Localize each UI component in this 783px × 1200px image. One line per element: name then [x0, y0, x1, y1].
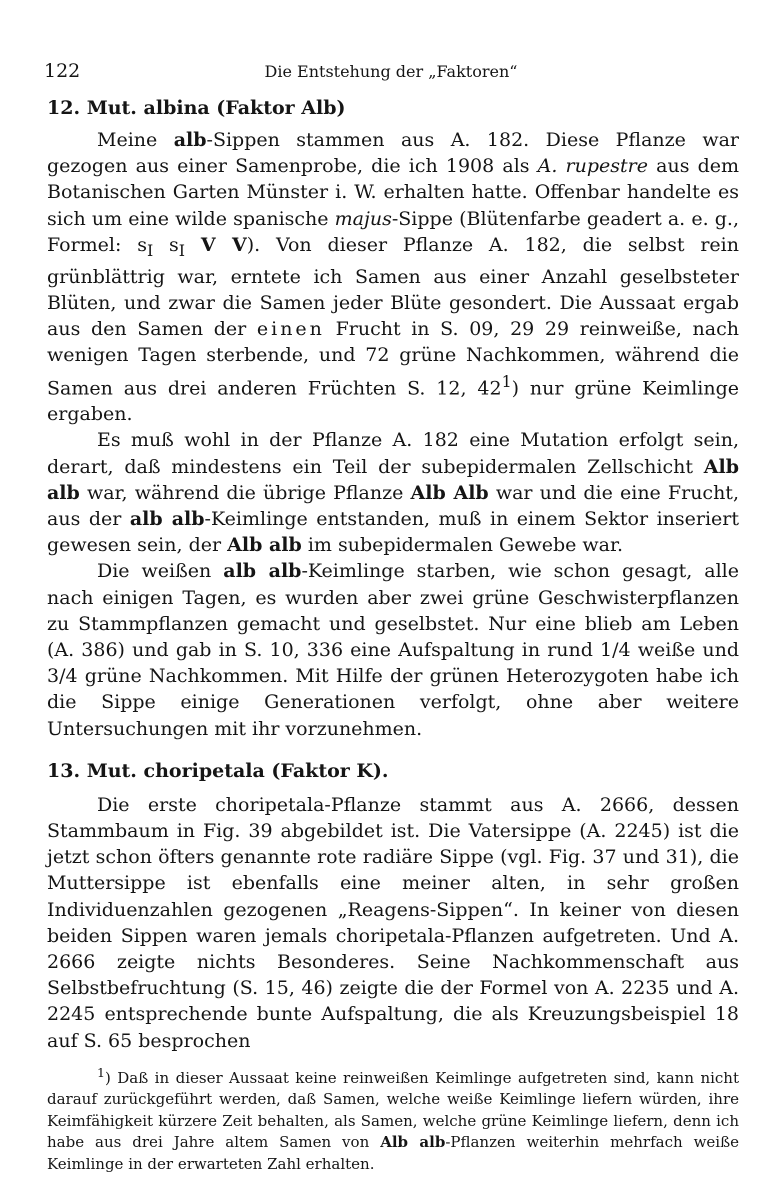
text-run: Frucht in S. 09, 29 29 reinweiße, nach wenigen Tagen sterbende, und 72 grüne Nachkommen, während die Samen aus drei anderen Früchten S. 12, 42	[47, 318, 739, 399]
species-name: A. rupestre	[537, 155, 648, 178]
page-header	[44, 60, 738, 84]
genotype-term: V V	[200, 233, 247, 256]
emphasis-spaced: einen	[256, 318, 325, 341]
genotype-term: Alb Alb	[410, 481, 489, 504]
genotype-term: alb alb	[223, 560, 302, 583]
genotype-term: alb	[173, 129, 207, 151]
text-run: weiße und	[630, 638, 739, 661]
genotype-term: Alb alb	[47, 455, 739, 504]
text-run: war, während die übrige Pflanze	[79, 481, 411, 504]
footnote	[47, 1062, 739, 1176]
text-run: -Pflanzen weiterhin mehrfach weiße Keimlinge in der erwarteten Zahl erhalten.	[47, 1133, 740, 1173]
text-run: war und die eine Frucht, aus der	[47, 481, 739, 530]
paragraph	[47, 127, 739, 427]
text-run: ) Daß in dieser Aussaat keine reinweißen Keimlinge aufgetreten sind, kann nicht darauf zurückgeführt werden, daß Samen, welche weiße Keimlinge liefern würden, ihre Keimfähigkeit kürzere Zeit behalten, als Samen, welche grüne Keimlinge liefern, denn ich habe aus drei Jahre altem Samen von	[47, 1068, 739, 1152]
section-number: 12.	[47, 97, 81, 119]
section-heading-12	[47, 95, 739, 121]
genotype-term: Alb alb	[380, 1133, 446, 1152]
text-run: Es muß wohl in der Pflanze A. 182 eine Mutation erfolgt sein, derart, daß mindestens ein Teil der subepidermalen Zellschicht	[47, 429, 739, 478]
text-run: ). Von dieser Pflanze A. 182, die selbst rein grünblättrig war, erntete ich Samen aus einer Anzahl geselbsteter Blüten, und zwar die Samen jeder Blüte gesondert. Die Aussaat ergab aus den Samen der	[47, 233, 739, 341]
genotype-term: Alb alb	[227, 534, 302, 557]
text-run: -Keimlinge starben, wie schon gesagt, alle nach einigen Tagen, es wurden aber zwei grüne Geschwisterpflanzen zu Stammpflanzen gemacht und geselbstet. Nur eine blieb am Leben (A. 386) und gab in S. 10, 336 eine Aufspaltung in rund	[47, 560, 739, 661]
footnote-ref[interactable]: 1	[501, 371, 512, 391]
text-run: Die weißen	[97, 560, 224, 583]
text-run: aus dem Botanischen Garten Münster i. W. erhalten hatte. Offenbar handelte es sich um eine wilde spanische	[47, 155, 739, 230]
fraction: 1/4	[600, 638, 631, 661]
formula-subscript: I	[146, 240, 154, 260]
section-heading-13	[47, 758, 739, 784]
text-run: -Sippen stammen aus A. 182. Diese Pflanze war gezogen aus einer Samenprobe, die ich 1908 als	[47, 129, 740, 178]
section-title: Mut. albina (Faktor Alb)	[86, 97, 346, 119]
running-title: Die Entstehung der „Faktoren“	[264, 62, 518, 81]
paragraph	[47, 558, 739, 741]
paragraph: Die erste choripetala-Pflanze stammt aus A. 2666, dessen Stammbaum in Fig. 39 abgebildet ist. Die Vatersippe (A. 2245) ist die jetzt schon öfters genannte rote radiäre Sippe (vgl. Fig. 37 und 31), die Muttersippe ist ebenfalls eine meiner alten, in sehr großen Individuenzahlen gezogenen „Reagens-Sippen“. In keiner von diesen beiden Sippen waren jemals choripetala-Pflanzen aufgetreten. Und A. 2666 zeigte nichts Besonderes. Seine Nachkommenschaft aus Selbstbefruchtung (S. 15, 46) zeigte die der Formel von A. 2235 und A. 2245 entsprechende bunte Aufspaltung, die als Kreuzungsbeispiel 18 auf S. 65 besprochen	[47, 793, 739, 1052]
text-run: grüne Nachkommen. Mit Hilfe der grünen Heterozygoten habe ich die Sippe einige Generationen verfolgt, ohne aber weitere Untersuchungen mit ihr vorzunehmen.	[47, 665, 739, 740]
text-run: -Keimlinge entstanden, muß in einem Sektor inseriert gewesen sein, der	[47, 507, 739, 557]
page-number: 122	[44, 60, 81, 82]
species-name: majus	[334, 207, 392, 230]
text-run: im subepidermalen Gewebe war.	[301, 534, 624, 557]
formula-subscript: I	[178, 240, 186, 260]
text-run: Meine	[97, 129, 174, 151]
text-run: -Sippe (Blütenfarbe geadert a. e. g., Formel: s	[47, 207, 739, 256]
section-number: 13.	[47, 759, 81, 782]
text-run: ) nur grüne Keimlinge ergaben.	[47, 376, 739, 426]
text-run	[185, 234, 201, 256]
fraction: 3/4	[47, 665, 78, 688]
footnote-marker: 1	[97, 1064, 105, 1080]
section-title: Mut. choripetala (Faktor K).	[86, 759, 389, 782]
text-run: s	[153, 233, 179, 256]
page-body	[47, 95, 739, 1175]
genotype-term: alb alb	[129, 507, 205, 530]
paragraph	[47, 427, 739, 558]
